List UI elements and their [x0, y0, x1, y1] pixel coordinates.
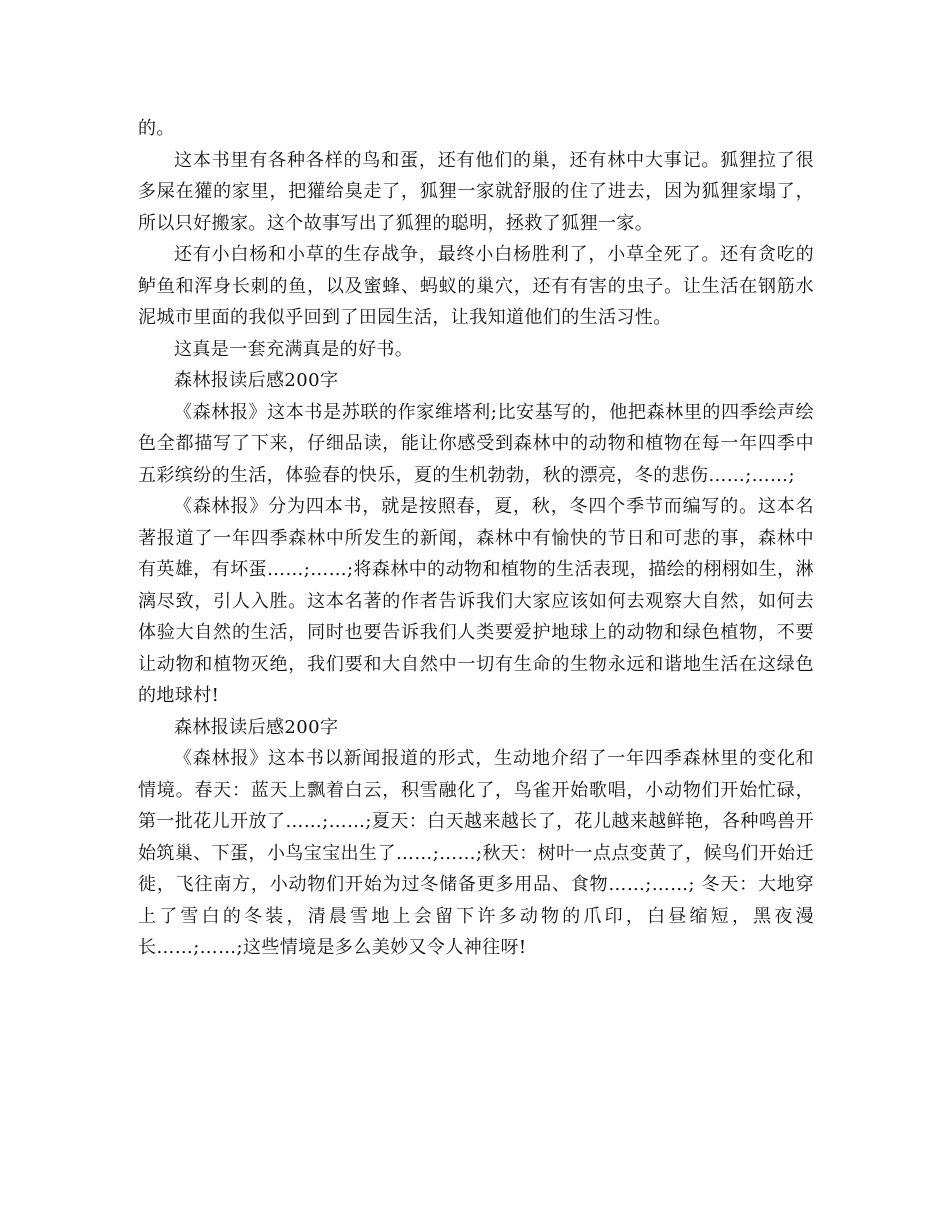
paragraph-four-books: 《森林报》分为四本书，就是按照春，夏，秋，冬四个季节而编写的。这本名著报道了一年四季森林中所发生的新闻，森林中有愉快的节日和可悲的事，森林中有英雄，有坏蛋……;……;将森林中的动物和植物的生活表现，描绘的栩栩如生，淋漓尽致，引人入胜。这本名著的作者告诉我们大家应该如何去观察大自然，如何去体验大自然的生活，同时也要告诉我们人类要爱护地球上的动物和绿色植物，不要让动物和植物灭绝，我们要和大自然中一切有生命的生物永远和谐地生活在这绿色的地球村!	[138, 496, 814, 706]
paragraph-birds-and-fox: 这本书里有各种各样的鸟和蛋，还有他们的巢，还有林中大事记。狐狸拉了很多屎在獾的家里，把獾给臭走了，狐狸一家就舒服的住了进去，因为狐狸家塌了，所以只好搬家。这个故事写出了狐狸的聪明，拯救了狐狸一家。	[138, 149, 814, 234]
paragraph-continuation: 的。	[138, 118, 175, 139]
section-heading-1: 森林报读后感200字	[174, 370, 339, 391]
document-page	[138, 113, 814, 964]
paragraph-author-intro: 《森林报》这本书是苏联的作家维塔利;比安基写的，他把森林里的四季绘声绘色全都描写了下来，仔细品读，能让你感受到森林中的动物和植物在每一年四季中五彩缤纷的生活，体验春的快乐，夏的生机勃勃，秋的漂亮，冬的悲伤……;……;	[138, 401, 814, 486]
paragraph-poplar-and-grass: 还有小白杨和小草的生存战争，最终小白杨胜利了，小草全死了。还有贪吃的鲈鱼和浑身长刺的鱼，以及蜜蜂、蚂蚁的巢穴，还有有害的虫子。让生活在钢筋水泥城市里面的我似乎回到了田园生活，让我知道他们的生活习性。	[138, 244, 814, 328]
section-heading-2: 森林报读后感200字	[174, 716, 339, 738]
paragraph-good-book: 这真是一套充满真是的好书。	[174, 338, 414, 360]
paragraph-four-seasons: 《森林报》这本书以新闻报道的形式，生动地介绍了一年四季森林里的变化和情境。春天：蓝天上飘着白云，积雪融化了，鸟雀开始歌唱，小动物们开始忙碌，第一批花儿开放了……;……;夏天：白天越来越长了，花儿越来越鲜艳，各种鸣兽开始筑巢、下蛋，小鸟宝宝出生了……;……;秋天：树叶一点点变黄了，候鸟们开始迁徙，飞往南方，小动物们开始为过冬储备更多用品、食物……;……; 冬天：大地穿上了雪白的冬装，清晨雪地上会留下许多动物的爪印，白昼缩短，黑夜漫长……;……;这些情境是多么美妙又令人神往呀!	[138, 748, 814, 958]
